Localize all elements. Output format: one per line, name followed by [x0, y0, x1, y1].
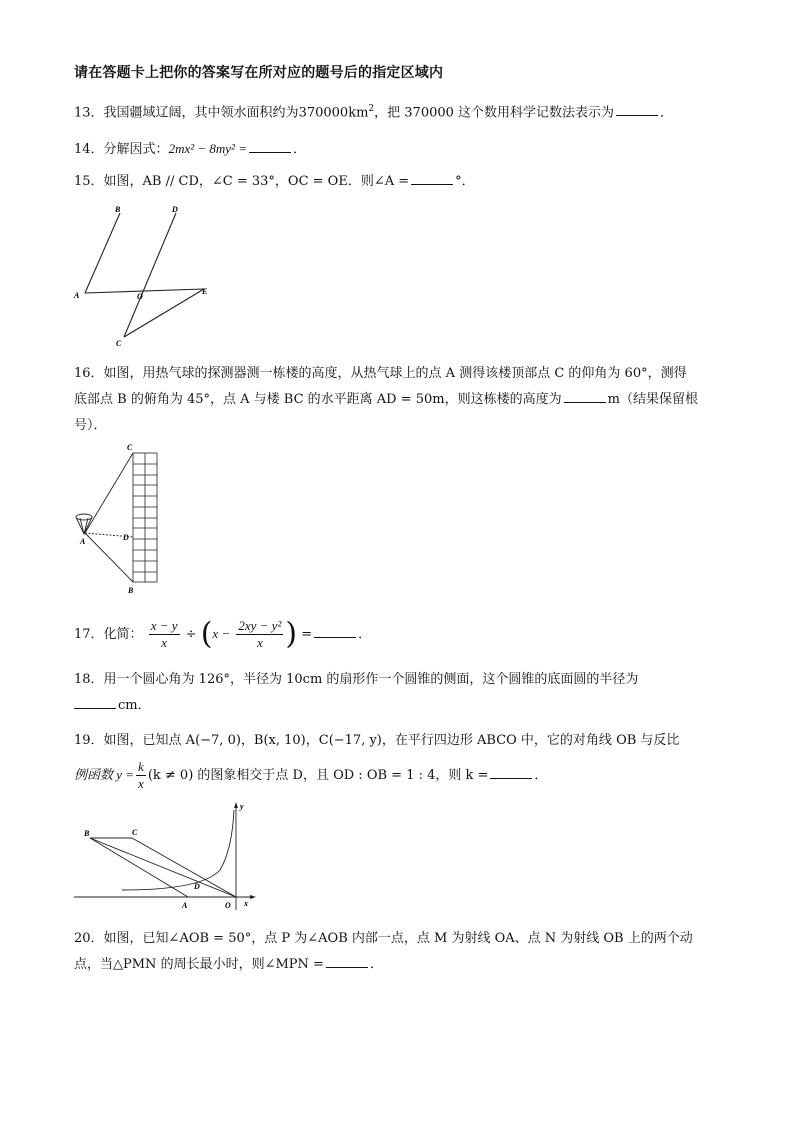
math-expression: x − — [212, 626, 231, 641]
punctuation: ． — [534, 768, 548, 783]
fraction-1 — [149, 618, 180, 651]
fraction-denominator: x — [256, 635, 263, 650]
question-line — [74, 387, 724, 413]
question-text: 如图，已知点 A(−7, 0)，B(x, 10)，C(−17, y)，在平行四边形 ABCO 中，它的对角线 OB 与反比 — [103, 733, 680, 748]
label-c: C — [132, 828, 138, 837]
label-x-axis: x — [244, 899, 248, 908]
punctuation: ． — [292, 142, 306, 157]
label-a: A — [74, 291, 80, 300]
paren-open: ( — [200, 616, 213, 652]
segment-ab — [85, 213, 120, 293]
question-20 — [74, 926, 724, 978]
fraction-denominator: x — [138, 776, 144, 791]
question-19 — [74, 724, 724, 793]
label-e: E — [202, 287, 208, 296]
figure-q15 — [68, 200, 228, 350]
area-value: 370000km — [298, 105, 369, 121]
answer-blank[interactable] — [616, 103, 658, 116]
question-17 — [74, 617, 371, 657]
question-line — [74, 413, 724, 439]
answer-blank[interactable] — [490, 766, 532, 779]
label-o: O — [225, 901, 231, 910]
question-text: 用一个圆心角为 126°，半径为 10cm 的扇形作一个圆锥的侧面，这个圆锥的底面圆的半径为 — [103, 672, 639, 687]
fraction-2 — [236, 618, 283, 651]
question-text: 如图，AB // CD，∠C = 33°，OC = OE．则∠A = — [103, 174, 410, 189]
paren-close: ) — [285, 616, 298, 652]
question-number: 18． — [74, 672, 104, 687]
hyperbola-curve — [122, 810, 234, 890]
fraction-numerator: k — [138, 759, 144, 774]
question-text: cm． — [118, 698, 151, 713]
figure-q16 — [70, 440, 170, 598]
answer-blank[interactable] — [411, 172, 453, 185]
building-grid — [133, 453, 157, 582]
label-b: B — [84, 829, 90, 838]
question-text: m（结果保留根 — [607, 392, 698, 407]
segment-ae — [85, 289, 204, 293]
question-text: 底部点 B 的俯角为 45°，点 A 与楼 BC 的水平距离 AD = 50m，则这栋楼的高度为 — [74, 392, 562, 407]
label-a: A — [80, 537, 86, 546]
question-number: 17． — [74, 627, 104, 642]
answer-blank[interactable] — [249, 140, 291, 153]
question-line — [74, 926, 724, 952]
fraction-k-over-x — [136, 759, 146, 792]
question-line — [74, 361, 724, 387]
question-text: 分解因式： — [103, 142, 169, 157]
question-number: 20． — [74, 931, 104, 946]
segment-co — [132, 838, 236, 897]
area-exponent: 2 — [368, 104, 375, 114]
answer-blank[interactable] — [564, 390, 606, 403]
label-y-axis: y — [240, 802, 244, 811]
question-number: 19． — [74, 733, 104, 748]
question-text: 化简： — [103, 627, 143, 642]
label-b: B — [115, 205, 121, 214]
label-d: D — [194, 882, 200, 891]
question-text: 我国疆域辽阔，其中领水面积约为 — [103, 105, 299, 121]
answer-blank[interactable] — [314, 625, 356, 638]
question-number: 16． — [74, 366, 104, 381]
question-number: 13． — [74, 105, 104, 121]
question-text: 号）． — [74, 418, 107, 433]
answer-blank[interactable] — [74, 696, 116, 709]
question-15 — [74, 172, 475, 192]
question-16 — [74, 361, 724, 439]
label-a: A — [182, 901, 188, 910]
fraction-numerator: x − y — [150, 618, 178, 633]
punctuation: ． — [369, 957, 383, 972]
question-line — [74, 758, 724, 793]
question-text: (k ≠ 0) 的图象相交于点 D，且 OD : OB = 1 : 4，则 k = — [147, 768, 489, 783]
question-number: 15． — [74, 174, 104, 189]
punctuation: ． — [660, 105, 674, 121]
label-c: C — [127, 443, 133, 452]
label-c: C — [116, 339, 122, 348]
question-text: ，把 370000 这个数用科学记数法表示为 — [374, 105, 615, 121]
segment-ce — [124, 289, 204, 337]
label-d: D — [123, 533, 129, 542]
label-d: D — [172, 205, 178, 214]
answer-blank[interactable] — [326, 955, 368, 968]
question-number: 14． — [74, 142, 104, 157]
fraction-denominator: x — [161, 635, 167, 650]
question-line — [74, 693, 724, 719]
line-ac — [85, 453, 133, 533]
y-axis-arrow — [234, 802, 238, 808]
balloon-icon — [76, 514, 92, 534]
question-line — [74, 952, 724, 978]
question-text: 如图，用热气球的探测器测一栋楼的高度，从热气球上的点 A 测得该楼顶部点 C 的仰角为 60°，测得 — [103, 366, 687, 381]
segment-ba — [90, 838, 188, 897]
figure-q19 — [72, 800, 262, 918]
division-sign: ÷ — [185, 627, 197, 642]
question-text: 点，当△PMN 的周长最小时，则∠MPN = — [74, 957, 324, 972]
label-o: O — [137, 292, 143, 301]
label-b: B — [128, 586, 134, 595]
question-text: 如图，已知∠AOB = 50°，点 P 为∠AOB 内部一点，点 M 为射线 OA、点 N 为射线 OB 上的两个动 — [103, 931, 693, 946]
x-axis-arrow — [250, 895, 256, 899]
question-14 — [74, 139, 306, 160]
segment-dc — [124, 213, 176, 337]
equals-sign: = — [301, 627, 313, 642]
question-line — [74, 667, 724, 693]
math-expression: 2mx² − 8my² = — [168, 141, 247, 156]
section-instruction: 请在答题卡上把你的答案写在所对应的题号后的指定区域内 — [74, 65, 444, 81]
question-18 — [74, 667, 724, 719]
math-expression: 例函数 y = — [74, 767, 135, 782]
question-13 — [74, 99, 673, 123]
punctuation: ． — [358, 627, 372, 642]
punctuation: °． — [455, 174, 475, 189]
fraction-numerator: 2xy − y² — [238, 618, 282, 633]
question-line — [74, 724, 724, 758]
